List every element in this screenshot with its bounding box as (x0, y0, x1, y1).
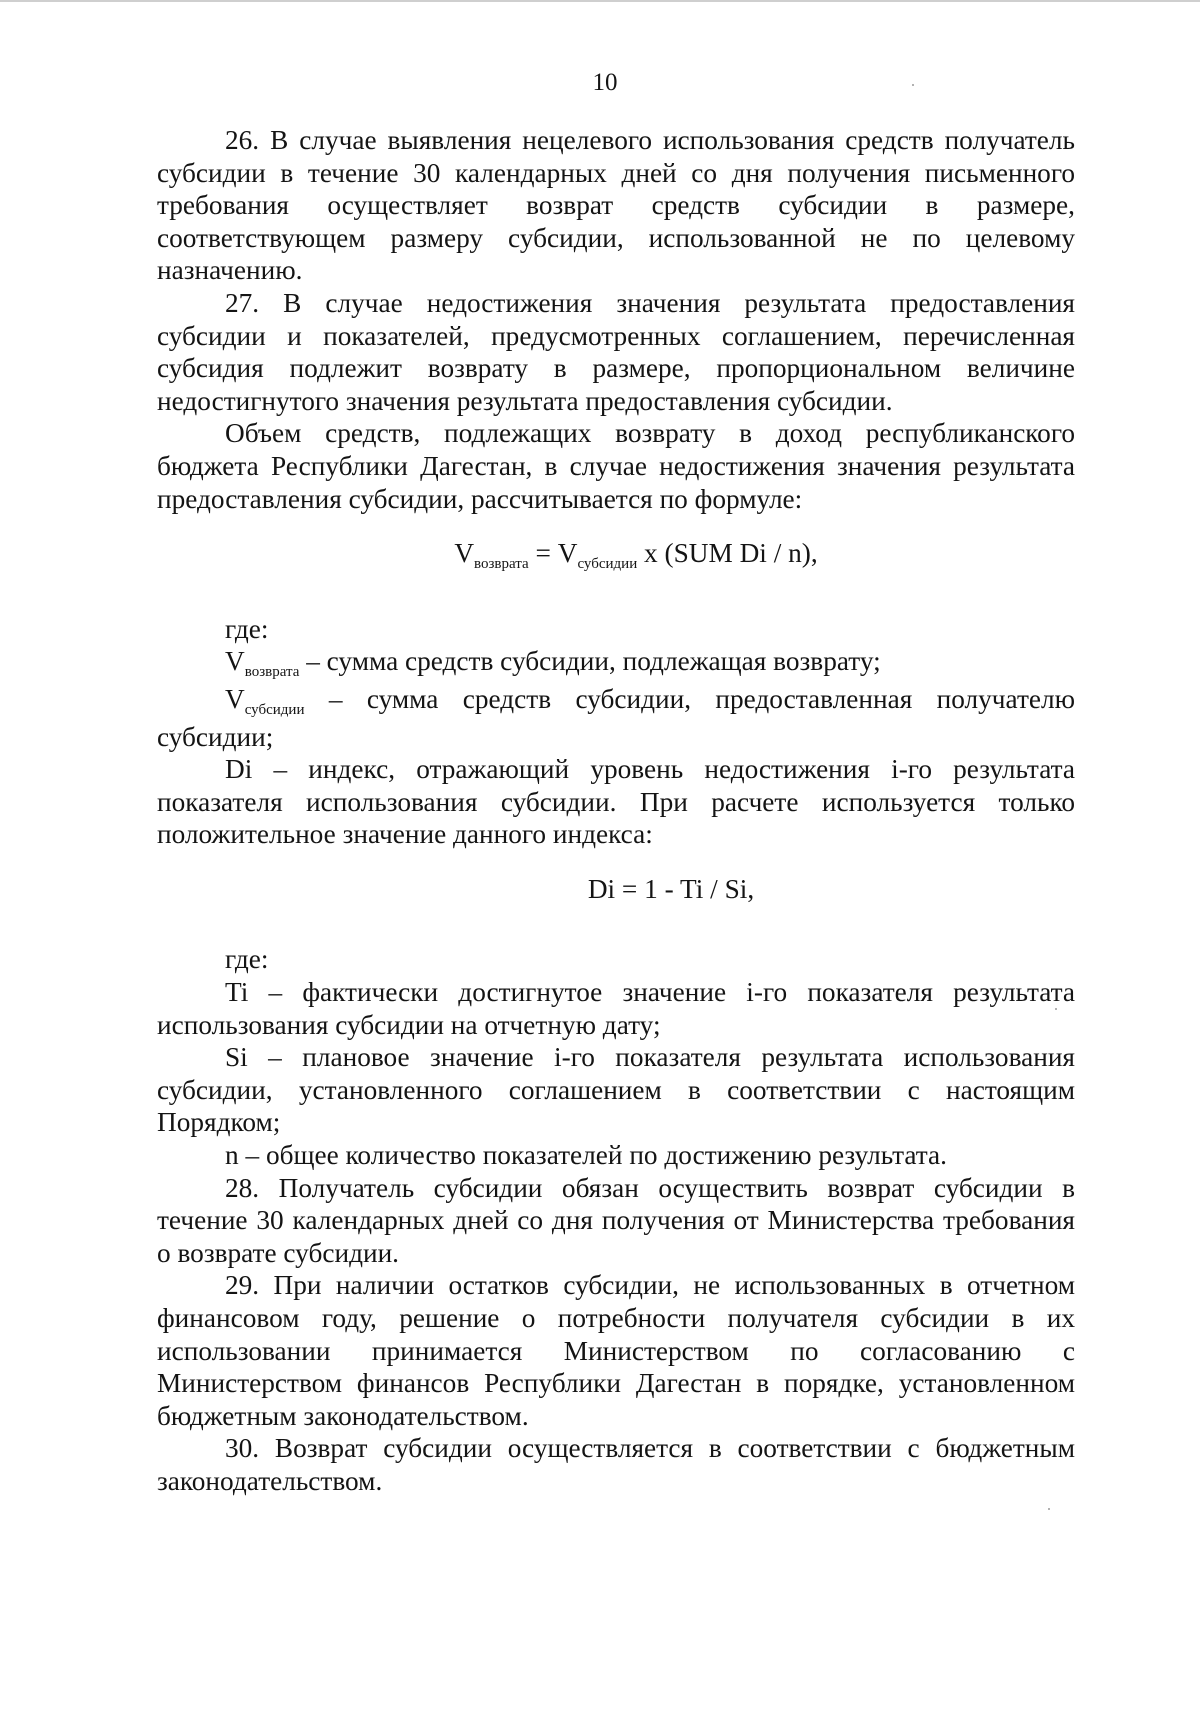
formula-di: Di = 1 - Ti / Si, (587, 873, 755, 904)
paragraph-29: 29. При наличии остатков субсидии, не использованных в отчетном финансовом году, решение о потребности получателя субсидии в их использовании принимается Министерством по согласованию с Министерством финансов Республики Дагестан в порядке, установленном бюджетным законодательством. (157, 1270, 1075, 1431)
page-number: 10 (592, 69, 618, 96)
paragraph-30: 30. Возврат субсидии осуществляется в соответствии с бюджетным законодательством. (157, 1433, 1075, 1496)
paragraph-return-volume: Объем средств, подлежащих возврату в доход республиканского бюджета Республики Дагестан, в случае недостижения значения результата предоставления субсидии, рассчитывается по формуле: (157, 418, 1075, 514)
formula-return-amount (157, 537, 1075, 575)
formula-equals: = (528, 538, 558, 569)
scan-speck (1048, 1508, 1050, 1510)
definition-sub: субсидии (244, 701, 305, 718)
definition-text: – сумма средств субсидии, подлежащая возврату; (299, 646, 881, 677)
scan-top-edge (0, 0, 1200, 2)
formula-rest: x (SUM Di / n), (637, 538, 818, 569)
formula-sub-subsidy: субсидии (577, 556, 638, 573)
definition-v-return (157, 645, 1075, 683)
formula-v: V (454, 538, 475, 569)
definition-v: V (225, 683, 245, 714)
formula-v: V (557, 538, 578, 569)
definition-v-subsidy (157, 683, 1075, 753)
definition-si: Si – плановое значение i-го показателя результата использования субсидии, установленного соглашением в соответствии с настоящим Порядком; (157, 1042, 1075, 1138)
where-label: где: (225, 944, 269, 975)
definition-n: n – общее количество показателей по достижению результата. (225, 1140, 947, 1171)
where-label: где: (225, 613, 269, 644)
paragraph-28: 28. Получатель субсидии обязан осуществить возврат субсидии в течение 30 календарных дней со дня получения от Министерства требования о возврате субсидии. (157, 1172, 1075, 1268)
paragraph-26: 26. В случае выявления нецелевого использования средств получатель субсидии в течение 30 календарных дней со дня получения письменного требования осуществляет возврат средств субсидии в размере, соответствующем размеру субсидии, использованной не по целевому назначению. (157, 125, 1075, 286)
definition-sub: возврата (244, 664, 300, 681)
definition-ti: Ti – фактически достигнутое значение i-го показателя результата использования субсидии на отчетную дату; (157, 977, 1075, 1040)
definition-text: – сумма средств субсидии, предоставленная получателю субсидии; (157, 683, 1075, 752)
definition-di: Di – индекс, отражающий уровень недостижения i-го результата показателя использования субсидии. При расчете используется только положительное значение данного индекса: (157, 754, 1075, 850)
definition-v: V (225, 646, 245, 677)
paragraph-27: 27. В случае недостижения значения результата предоставления субсидии и показателей, предусмотренных соглашением, перечисленная субсидия подлежит возврату в размере, пропорциональном величине недостигнутого значения результата предоставления субсидии. (157, 287, 1075, 416)
formula-sub-return: возврата (474, 556, 529, 573)
document-body (157, 124, 1075, 1498)
